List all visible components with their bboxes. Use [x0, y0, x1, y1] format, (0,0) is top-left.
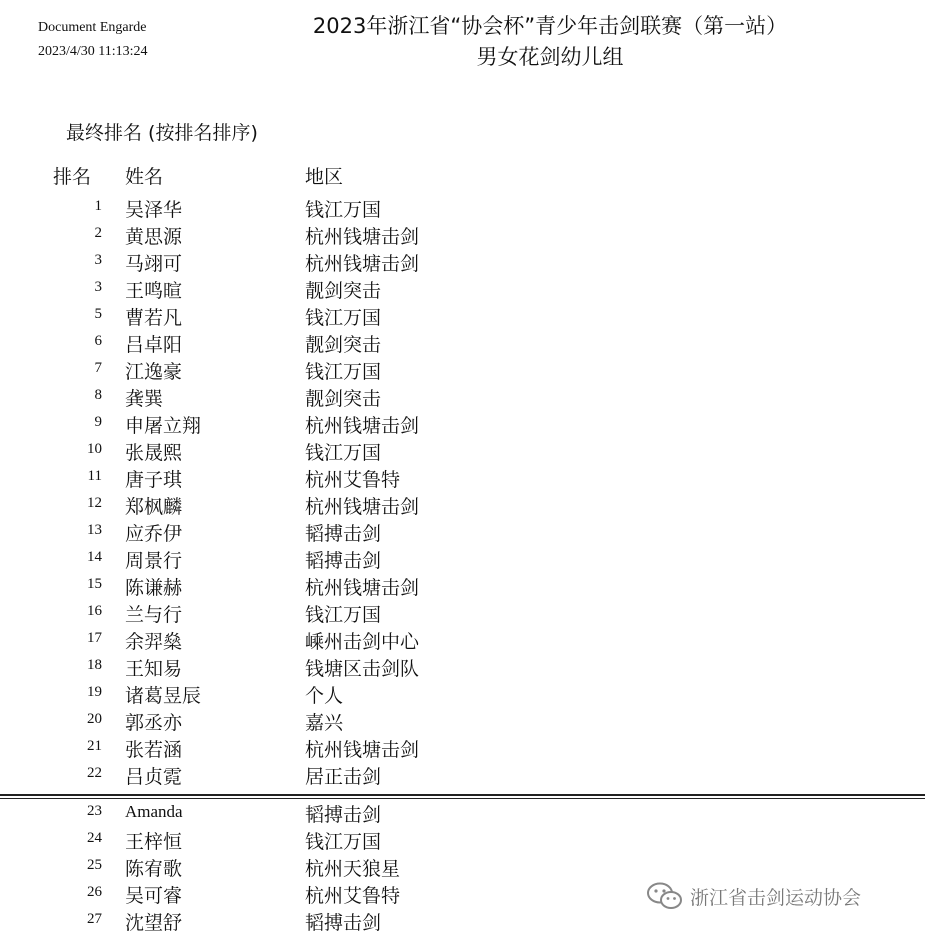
region-cell: 杭州艾鲁特 — [305, 469, 401, 491]
rank-cell: 21 — [87, 738, 102, 754]
name-cell: 陈宥歌 — [125, 858, 183, 880]
rank-cell: 15 — [87, 576, 102, 592]
region-cell: 靓剑突击 — [305, 334, 382, 356]
name-cell: 江逸豪 — [125, 361, 183, 383]
app-name: Document Engarde — [38, 20, 147, 35]
table-row — [0, 464, 925, 491]
region-cell: 靓剑突击 — [305, 388, 382, 410]
table-row — [0, 437, 925, 464]
table-row — [0, 626, 925, 653]
rank-cell: 23 — [87, 803, 102, 819]
region-cell: 杭州艾鲁特 — [305, 885, 401, 907]
table-row — [0, 221, 925, 248]
region-cell: 韬搏击剑 — [305, 550, 382, 572]
name-cell: 张若涵 — [125, 739, 183, 761]
table-row — [0, 410, 925, 437]
rank-cell: 3 — [94, 279, 102, 295]
name-cell: 陈谦赫 — [125, 577, 183, 599]
name-cell: 郑枫麟 — [125, 496, 183, 518]
name-cell: 余羿燊 — [125, 631, 183, 653]
region-cell: 杭州钱塘击剑 — [305, 496, 420, 518]
table-row — [0, 680, 925, 707]
table-row — [0, 518, 925, 545]
section-title: 最终排名 (按排名排序) — [66, 122, 258, 144]
name-cell: 沈望舒 — [125, 912, 183, 934]
timestamp: 2023/4/30 11:13:24 — [38, 44, 148, 59]
region-cell: 韬搏击剑 — [305, 912, 382, 934]
table-row — [0, 275, 925, 302]
column-header-name: 姓名 — [125, 166, 164, 188]
name-cell: 申屠立翔 — [125, 415, 202, 437]
region-cell: 钱江万国 — [305, 307, 382, 329]
region-cell: 钱江万国 — [305, 361, 382, 383]
region-cell: 靓剑突击 — [305, 280, 382, 302]
watermark — [646, 882, 861, 910]
rank-cell: 11 — [87, 468, 102, 484]
rank-cell: 19 — [87, 684, 102, 700]
rank-cell: 20 — [87, 711, 102, 727]
region-cell: 钱塘区击剑队 — [305, 658, 420, 680]
rank-cell: 9 — [94, 414, 102, 430]
rank-cell: 7 — [94, 360, 102, 376]
region-cell: 居正击剑 — [305, 766, 382, 788]
name-cell: 吴泽华 — [125, 199, 183, 221]
rank-cell: 6 — [94, 333, 102, 349]
table-row — [0, 194, 925, 221]
table-row — [0, 356, 925, 383]
rank-cell: 18 — [87, 657, 102, 673]
table-row — [0, 383, 925, 410]
name-cell: 唐子琪 — [125, 469, 183, 491]
table-row — [0, 329, 925, 356]
table-row — [0, 572, 925, 599]
rank-cell: 8 — [94, 387, 102, 403]
name-cell: 曹若凡 — [125, 307, 183, 329]
region-cell: 杭州钱塘击剑 — [305, 253, 420, 275]
table-row — [0, 799, 925, 826]
name-cell: 马翊可 — [125, 253, 183, 275]
table-row — [0, 826, 925, 853]
table-row — [0, 707, 925, 734]
region-cell: 嵊州击剑中心 — [305, 631, 420, 653]
wechat-icon — [646, 882, 684, 910]
rank-cell: 27 — [87, 911, 102, 927]
rank-cell: 3 — [94, 252, 102, 268]
rank-cell: 14 — [87, 549, 102, 565]
name-cell: 吴可睿 — [125, 885, 183, 907]
region-cell: 杭州天狼星 — [305, 858, 401, 880]
name-cell: 兰与行 — [125, 604, 183, 626]
region-cell: 钱江万国 — [305, 442, 382, 464]
table-row — [0, 761, 925, 788]
name-cell: 周景行 — [125, 550, 183, 572]
rank-cell: 13 — [87, 522, 102, 538]
name-cell: 应乔伊 — [125, 523, 183, 545]
rank-cell: 1 — [94, 198, 102, 214]
rank-cell: 2 — [94, 225, 102, 241]
region-cell: 个人 — [305, 685, 344, 707]
rank-cell: 26 — [87, 884, 102, 900]
table-row — [0, 248, 925, 275]
region-cell: 钱江万国 — [305, 604, 382, 626]
region-cell: 嘉兴 — [305, 712, 344, 734]
name-cell: 张晟熙 — [125, 442, 183, 464]
region-cell: 韬搏击剑 — [305, 804, 382, 826]
table-row — [0, 302, 925, 329]
table-row — [0, 599, 925, 626]
table-row — [0, 653, 925, 680]
name-cell: 王知易 — [125, 658, 183, 680]
region-cell: 杭州钱塘击剑 — [305, 415, 420, 437]
column-header-rank: 排名 — [53, 166, 92, 188]
rank-cell: 10 — [87, 441, 102, 457]
region-cell: 钱江万国 — [305, 199, 382, 221]
divider — [0, 794, 925, 799]
name-cell: 郭丞亦 — [125, 712, 183, 734]
rank-cell: 12 — [87, 495, 102, 511]
region-cell: 钱江万国 — [305, 831, 382, 853]
page-subtitle: 男女花剑幼儿组 — [476, 45, 624, 69]
table-row — [0, 545, 925, 572]
page-title: 2023年浙江省“协会杯”青少年击剑联赛（第一站） — [312, 14, 788, 38]
name-cell: Amanda — [125, 802, 183, 821]
name-cell: 王梓恒 — [125, 831, 183, 853]
table-row — [0, 491, 925, 518]
rank-cell: 5 — [94, 306, 102, 322]
rank-cell: 24 — [87, 830, 102, 846]
name-cell: 吕贞霓 — [125, 766, 183, 788]
name-cell: 诸葛昱辰 — [125, 685, 202, 707]
region-cell: 韬搏击剑 — [305, 523, 382, 545]
name-cell: 龚巽 — [125, 388, 164, 410]
region-cell: 杭州钱塘击剑 — [305, 577, 420, 599]
table-row — [0, 853, 925, 880]
rank-cell: 16 — [87, 603, 102, 619]
name-cell: 黄思源 — [125, 226, 183, 248]
name-cell: 王鸣暄 — [125, 280, 183, 302]
name-cell: 吕卓阳 — [125, 334, 183, 356]
column-header-region: 地区 — [305, 166, 344, 188]
table-row — [0, 907, 925, 934]
watermark-text: 浙江省击剑运动协会 — [690, 886, 862, 909]
region-cell: 杭州钱塘击剑 — [305, 226, 420, 248]
rank-cell: 25 — [87, 857, 102, 873]
rank-cell: 17 — [87, 630, 102, 646]
table-row — [0, 734, 925, 761]
region-cell: 杭州钱塘击剑 — [305, 739, 420, 761]
rank-cell: 22 — [87, 765, 102, 781]
